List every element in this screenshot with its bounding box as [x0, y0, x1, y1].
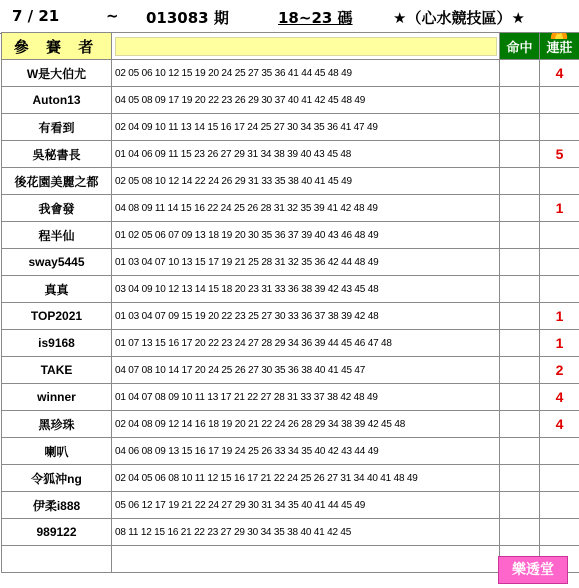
section-title: ★（心水競技區）★ — [393, 9, 525, 27]
participant-name: W是大伯尤 — [2, 60, 112, 87]
hit-cell — [500, 195, 540, 222]
participant-name: 有看到 — [2, 114, 112, 141]
streak-count — [540, 492, 579, 519]
participant-name: 真真 — [2, 276, 112, 303]
hit-cell — [500, 519, 540, 546]
table-row — [2, 168, 579, 195]
participant-name: winner — [2, 384, 112, 411]
participant-name: 989122 — [2, 519, 112, 546]
picked-numbers: 02 04 09 10 11 13 14 15 16 17 24 25 27 30 34 35 36 41 47 49 — [112, 114, 500, 141]
table-row — [2, 60, 579, 87]
table-row — [2, 492, 579, 519]
picked-numbers: 01 04 06 09 11 15 23 26 27 29 31 34 38 39 40 43 45 48 — [112, 141, 500, 168]
table-row — [2, 87, 579, 114]
picked-numbers: 01 03 04 07 10 13 15 17 19 21 25 28 31 32 35 36 42 44 48 49 — [112, 249, 500, 276]
picked-numbers: 08 11 12 15 16 21 22 23 27 29 30 34 35 38 40 41 42 45 — [112, 519, 500, 546]
picked-numbers: 04 07 08 10 14 17 20 24 25 26 27 30 35 36 38 40 41 45 47 — [112, 357, 500, 384]
tilde: ~ — [106, 7, 119, 25]
picked-numbers: 02 05 06 10 12 15 19 20 24 25 27 35 36 41 44 45 48 49 — [112, 60, 500, 87]
table-row — [2, 114, 579, 141]
picked-numbers: 01 04 07 08 09 10 11 13 17 21 22 27 28 31 33 37 38 42 48 49 — [112, 384, 500, 411]
hit-cell — [500, 492, 540, 519]
hit-cell — [500, 330, 540, 357]
participant-name: 我會發 — [2, 195, 112, 222]
flame-icon — [549, 33, 569, 40]
picked-numbers: 02 05 08 10 12 14 22 24 26 29 31 33 35 38 40 41 45 49 — [112, 168, 500, 195]
hit-cell — [500, 60, 540, 87]
picked-numbers: 01 02 05 06 07 09 13 18 19 20 30 35 36 37 39 40 43 46 48 49 — [112, 222, 500, 249]
hit-cell — [500, 465, 540, 492]
participant-name: is9168 — [2, 330, 112, 357]
streak-count — [540, 249, 579, 276]
streak-count — [540, 222, 579, 249]
hit-cell — [500, 357, 540, 384]
hit-cell — [500, 141, 540, 168]
table-row — [2, 465, 579, 492]
header-bar — [0, 0, 579, 34]
participant-name: 喇叭 — [2, 438, 112, 465]
picked-numbers: 04 06 08 09 13 15 16 17 19 24 25 26 33 34 35 40 42 43 44 49 — [112, 438, 500, 465]
table-row — [2, 249, 579, 276]
hit-cell — [500, 438, 540, 465]
picked-numbers: 01 03 04 07 09 15 19 20 22 23 25 27 30 33 36 37 38 39 42 48 — [112, 303, 500, 330]
streak-count — [540, 87, 579, 114]
table-row — [2, 519, 579, 546]
picked-numbers: 04 08 09 11 14 15 16 22 24 25 26 28 31 32 35 39 41 42 48 49 — [112, 195, 500, 222]
hit-cell — [500, 87, 540, 114]
streak-count: 4 — [540, 411, 579, 438]
table-row — [2, 438, 579, 465]
yellow-header-bar — [112, 33, 500, 60]
picked-numbers: 04 05 08 09 17 19 20 22 23 26 29 30 37 40 41 42 45 48 49 — [112, 87, 500, 114]
table-row — [2, 357, 579, 384]
participant-name: 後花園美麗之都 — [2, 168, 112, 195]
hit-cell — [500, 168, 540, 195]
picked-numbers: 02 04 05 06 08 10 11 12 15 16 17 21 22 24 25 26 27 31 34 40 41 48 49 — [112, 465, 500, 492]
participants-header: 參 賽 者 — [2, 33, 112, 60]
hit-cell — [500, 114, 540, 141]
streak-count: 4 — [540, 384, 579, 411]
streak-count — [540, 519, 579, 546]
table-row — [2, 141, 579, 168]
picked-numbers: 01 07 13 15 16 17 20 22 23 24 27 28 29 34 36 39 44 45 46 47 48 — [112, 330, 500, 357]
hit-cell — [500, 411, 540, 438]
entries-table — [1, 32, 579, 573]
hit-cell — [500, 384, 540, 411]
streak-count — [540, 465, 579, 492]
table-row — [2, 411, 579, 438]
streak-count — [540, 276, 579, 303]
table-row — [2, 276, 579, 303]
streak-count: 1 — [540, 195, 579, 222]
streak-header-label: 連莊 — [546, 40, 573, 56]
number-range: 18~23 碼 — [278, 9, 353, 27]
table-row — [2, 384, 579, 411]
participant-name: 黑珍珠 — [2, 411, 112, 438]
header-row — [2, 33, 579, 60]
table-row — [2, 330, 579, 357]
participant-name: sway5445 — [2, 249, 112, 276]
hit-cell — [500, 249, 540, 276]
streak-header — [540, 33, 579, 60]
draw-date: 7 / 21 — [12, 7, 60, 25]
streak-count: 2 — [540, 357, 579, 384]
streak-count: 4 — [540, 60, 579, 87]
empty-row — [2, 546, 579, 573]
streak-count — [540, 168, 579, 195]
participant-name: 吳秘書長 — [2, 141, 112, 168]
hit-cell — [500, 222, 540, 249]
hit-cell — [500, 276, 540, 303]
table-row — [2, 195, 579, 222]
picked-numbers: 03 04 09 10 12 13 14 15 18 20 23 31 33 36 38 39 42 43 45 48 — [112, 276, 500, 303]
participant-name: 程半仙 — [2, 222, 112, 249]
streak-count — [540, 438, 579, 465]
issue-number: 013083 期 — [146, 9, 229, 27]
streak-count: 1 — [540, 303, 579, 330]
streak-count — [540, 114, 579, 141]
hit-cell — [500, 303, 540, 330]
participant-name: TAKE — [2, 357, 112, 384]
participant-name: TOP2021 — [2, 303, 112, 330]
participant-name: 伊柔i888 — [2, 492, 112, 519]
participant-name: 令狐沖ng — [2, 465, 112, 492]
lotto-hall-button[interactable]: 樂透堂 — [498, 556, 568, 584]
hits-header: 命中 — [500, 33, 540, 60]
participant-name: Auton13 — [2, 87, 112, 114]
picked-numbers: 05 06 12 17 19 21 22 24 27 29 30 31 34 35 40 41 44 45 49 — [112, 492, 500, 519]
streak-count: 1 — [540, 330, 579, 357]
picked-numbers: 02 04 08 09 12 14 16 18 19 20 21 22 24 26 28 29 34 38 39 42 45 48 — [112, 411, 500, 438]
table-row — [2, 303, 579, 330]
table-row — [2, 222, 579, 249]
streak-count: 5 — [540, 141, 579, 168]
